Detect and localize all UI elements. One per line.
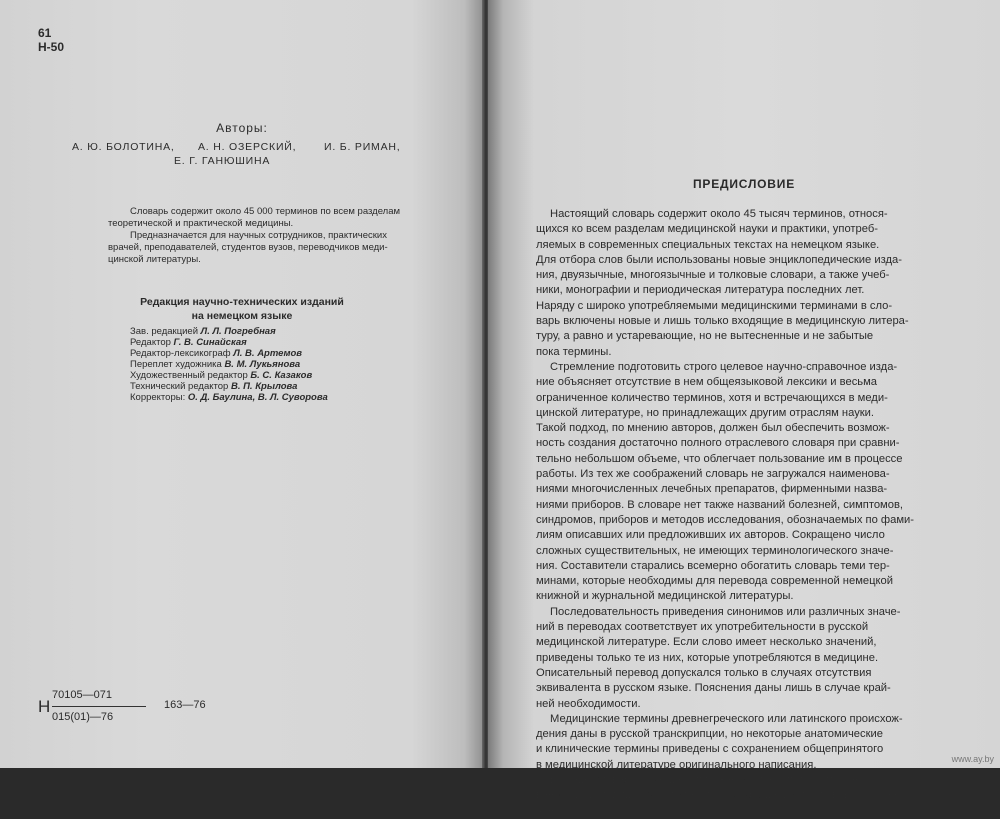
classification-letter: Н bbox=[38, 697, 51, 716]
author-2: А. Н. ОЗЕРСКИЙ, bbox=[198, 141, 297, 153]
classification-denominator: 015(01)—76 bbox=[52, 711, 114, 723]
preface-line: в немецкой медицинской литературе сокращений и условных обозна- bbox=[536, 789, 901, 802]
preface-line: ней необходимости. bbox=[536, 697, 641, 710]
preface-line: и клинические термины приведены с сохранением общепринятого bbox=[536, 743, 884, 756]
classification-suffix: 163—76 bbox=[164, 699, 206, 711]
preface-line: синдромов, приборов и методов исследования, обозначаемых по фами- bbox=[536, 513, 915, 526]
preface-line: эквивалента в русском языке. Пояснения даны лишь в случае край- bbox=[536, 682, 891, 695]
description-line: Предназначается для научных сотрудников, практических bbox=[130, 230, 387, 241]
credit-line: Редактор Г. В. Синайская bbox=[130, 337, 247, 348]
author-1: А. Ю. БОЛОТИНА, bbox=[72, 141, 175, 153]
preface-line: В конце словаря помещен список наиболее употребительных bbox=[550, 773, 872, 786]
preface-line: ния. Составители старались всемерно обогатить словарь теми тер- bbox=[536, 559, 890, 572]
credit-line: Редактор-лексикограф Л. В. Артемов bbox=[130, 348, 303, 359]
left-page bbox=[0, 0, 484, 768]
description-line: цинской литературы. bbox=[108, 254, 201, 265]
preface-line: ограниченное количество терминов, хотя и встречающихся в меди- bbox=[536, 391, 888, 404]
credit-line: Художественный редактор Б. С. Казаков bbox=[130, 370, 313, 381]
preface-line: щихся ко всем разделам медицинской науки и практики, употреб- bbox=[536, 223, 879, 236]
preface-line: варь включены новые и лишь только входящие в медицинскую литера- bbox=[536, 315, 909, 328]
description-line: теоретической и практической медицины. bbox=[108, 218, 294, 229]
editorial-title: Редакция научно-технических изданий bbox=[140, 296, 344, 308]
preface-line: медицинской литературе. Если слово имеет несколько значений, bbox=[536, 636, 877, 649]
author-4: Е. Г. ГАНЮШИНА bbox=[174, 155, 271, 167]
preface-line: Наряду с широко употребляемыми медицинскими терминами в сло- bbox=[536, 299, 893, 312]
preface-line: ляемых в современных специальных текстах на немецком языке. bbox=[536, 238, 880, 251]
preface-line: в медицинской литературе оригинального написания. bbox=[536, 758, 817, 771]
preface-line: ниями многочисленных лечебных препаратов, фирменными назва- bbox=[536, 483, 888, 496]
preface-body bbox=[536, 207, 976, 819]
fraction-bar bbox=[52, 706, 146, 707]
preface-line: чений. bbox=[536, 804, 570, 817]
preface-line: Описательный перевод допускался только в случаях отсутствия bbox=[536, 666, 872, 679]
preface-line: сложных существительных, не имеющих терминологического значе- bbox=[536, 544, 894, 557]
author-3: И. Б. РИМАН, bbox=[324, 141, 401, 153]
credit-line: Технический редактор В. П. Крылова bbox=[130, 381, 298, 392]
udc-code: Н-50 bbox=[38, 40, 65, 54]
preface-line: тельно небольшом объеме, что облегчает пользование им в процессе bbox=[536, 452, 903, 465]
preface-line: цинской литературе, но принадлежащих другим отраслям науки. bbox=[536, 406, 875, 419]
credit-line: Зав. редакцией Л. Л. Погребная bbox=[130, 326, 276, 337]
preface-line: ния, двуязычные, многоязычные и толковые словари, а также учеб- bbox=[536, 269, 890, 282]
preface-line: Медицинские термины древнегреческого или латинского происхож- bbox=[550, 712, 903, 725]
preface-line: Для отбора слов были использованы новые энциклопедические изда- bbox=[536, 253, 902, 266]
right-page bbox=[488, 0, 1000, 817]
description-line: Словарь содержит около 45 000 терминов по всем разделам bbox=[130, 206, 401, 217]
preface-line: Стремление подготовить строго целевое научно-справочное изда- bbox=[550, 360, 898, 373]
preface-line: дения даны в русской транскрипции, но некоторые анатомические bbox=[536, 728, 883, 741]
preface-line: ниями приборов. В словаре нет также названий болезней, симптомов, bbox=[536, 498, 904, 511]
preface-line: Настоящий словарь содержит около 45 тысяч терминов, относя- bbox=[550, 208, 888, 220]
watermark: www.ay.by bbox=[951, 754, 994, 764]
description-line: врачей, преподавателей, студентов вузов, переводчиков меди- bbox=[108, 242, 388, 253]
preface-line: ники, монографии и периодическая литература последних лет. bbox=[536, 284, 865, 297]
authors-title: Авторы: bbox=[216, 121, 268, 135]
classification-numerator: 70105—071 bbox=[52, 689, 112, 701]
preface-line: приведены только те из них, которые употребляются в медицине. bbox=[536, 651, 879, 664]
preface-line: ние объясняет отсутствие в нем общеязыковой лексики и весьма bbox=[536, 376, 878, 389]
preface-line: Такой подход, по мнению авторов, должен был обеспечить возмож- bbox=[536, 422, 890, 435]
credit-line: Переплет художника В. М. Лукьянова bbox=[130, 359, 301, 370]
preface-line: книжной и журнальной медицинской литературы. bbox=[536, 590, 794, 603]
preface-line: работы. Из тех же соображений словарь не загружался наименова- bbox=[536, 468, 890, 481]
page-number: 61 bbox=[38, 26, 52, 40]
preface-line: минами, которые необходимы для перевода современной немецкой bbox=[536, 575, 894, 588]
preface-line: ний в переводах соответствует их употребительности в русской bbox=[536, 621, 869, 634]
preface-line: туру, а равно и устаревающие, но не вытесненные и не забытые bbox=[536, 330, 874, 343]
editorial-subtitle: на немецком языке bbox=[191, 310, 293, 322]
preface-line: пока термины. bbox=[536, 345, 612, 358]
preface-line: Последовательность приведения синонимов или различных значе- bbox=[550, 605, 901, 618]
preface-line: ность создания достаточно полного отраслевого словаря при сравни- bbox=[536, 437, 900, 450]
preface-title: ПРЕДИСЛОВИЕ bbox=[692, 177, 796, 191]
credit-line: Корректоры: О. Д. Баулина, В. Л. Суворова bbox=[130, 392, 328, 403]
preface-line: лиям описавших или предложивших их авторов. Сокращено число bbox=[536, 529, 885, 542]
